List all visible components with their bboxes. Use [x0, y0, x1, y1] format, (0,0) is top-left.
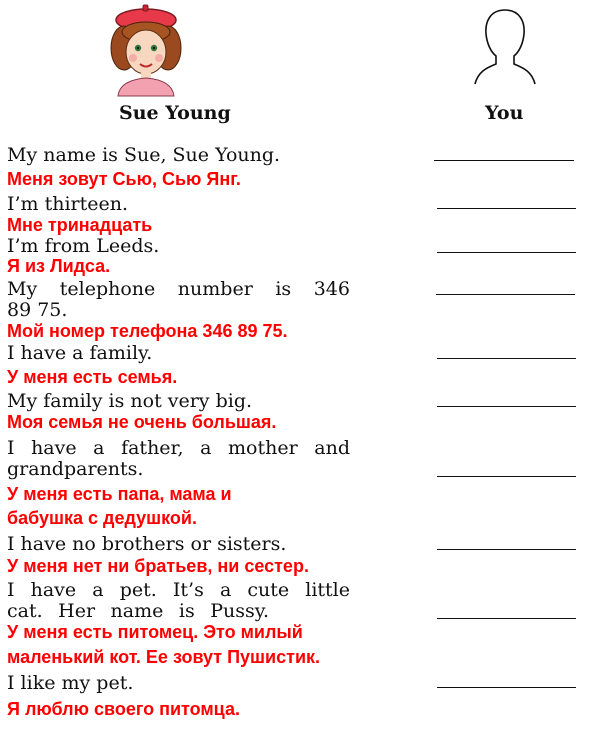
answer-line-4[interactable]	[436, 294, 575, 295]
answer-line-6[interactable]	[437, 406, 576, 407]
statement-name: My name is Sue, Sue Young.	[7, 144, 281, 166]
statement-family: I have a family.	[7, 342, 153, 364]
answer-line-9[interactable]	[437, 618, 576, 619]
translation-phone: Мой номер телефона 346 89 75.	[7, 321, 288, 341]
translation-age: Мне тринадцать	[7, 215, 153, 235]
statement-phone-line2: 89 75.	[7, 299, 68, 321]
translation-like-pet: Я люблю своего питомца.	[7, 699, 240, 719]
statement-parents-line1: I have a father, a mother and	[7, 437, 350, 459]
statement-phone-line1: My telephone number is 346	[7, 278, 350, 300]
girl-illustration	[100, 2, 190, 97]
answer-line-2[interactable]	[437, 208, 576, 209]
translation-family: У меня есть семья.	[7, 367, 178, 387]
statement-family-size: My family is not very big.	[7, 390, 253, 412]
statement-siblings: I have no brothers or sisters.	[7, 533, 287, 555]
translation-family-size: Моя семья не очень большая.	[7, 412, 277, 432]
translation-siblings: У меня нет ни братьев, ни сестер.	[7, 556, 309, 576]
statement-age: I’m thirteen.	[7, 193, 129, 215]
answer-line-1[interactable]	[434, 160, 574, 161]
statement-parents-line2: grandparents.	[7, 458, 144, 480]
translation-pet-line1: У меня есть питомец. Это милый	[7, 622, 303, 642]
statement-from: I’m from Leeds.	[7, 235, 160, 257]
translation-parents-line2: бабушка с дедушкой.	[7, 508, 197, 528]
statement-like-pet: I like my pet.	[7, 672, 134, 694]
answer-line-8[interactable]	[437, 549, 576, 550]
head-outline-icon	[470, 6, 540, 88]
answer-line-10[interactable]	[437, 687, 576, 688]
you-heading: You	[485, 102, 524, 124]
translation-name: Меня зовут Сью, Сью Янг.	[7, 169, 241, 189]
answer-line-7[interactable]	[437, 476, 576, 477]
translation-parents-line1: У меня есть папа, мама и	[7, 484, 232, 504]
answer-line-5[interactable]	[437, 358, 576, 359]
statement-pet-line2: cat. Her name is Pussy.	[7, 600, 269, 622]
translation-from: Я из Лидса.	[7, 256, 111, 276]
answer-line-3[interactable]	[437, 252, 576, 253]
statement-pet-line1: I have a pet. It’s a cute little	[7, 579, 350, 601]
sue-young-heading: Sue Young	[119, 102, 231, 124]
translation-pet-line2: маленький кот. Ее зовут Пушистик.	[7, 647, 321, 667]
